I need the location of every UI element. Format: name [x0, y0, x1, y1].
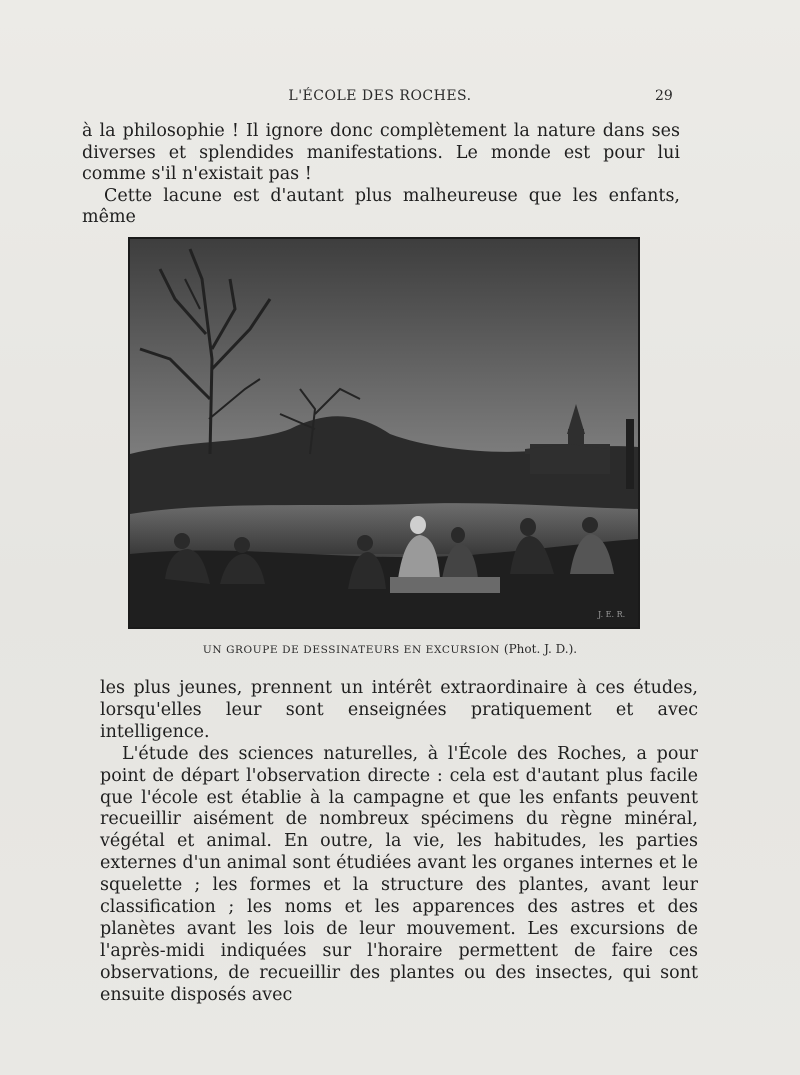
- photograph-icon: [130, 239, 638, 627]
- photograph: [128, 237, 640, 629]
- paragraph-lacune: Cette lacune est d'autant plus malheureuse que les enfants, même: [82, 185, 680, 227]
- bottom-text: [100, 678, 698, 1007]
- photo-mark: J. E. R.: [598, 610, 626, 619]
- caption-credit: (Phot. J. D.).: [503, 642, 578, 656]
- top-text: [82, 121, 680, 229]
- paragraph-sciences: L'étude des sciences naturelles, à l'École des Roches, a pour point de départ l'observation directe : cela est d'autant plus facile que l'école est établie à la campagne et que les enfants peuvent recueillir aisément de nombreux spécimens du règne minéral, végétal et animal. En outre, la vie, les habitudes, les parties externes d'un animal sont étudiées avant les organes internes et le squelette ; les formes et la structure des plantes, avant leur classification ; les noms et les apparences des astres et des planètes avant les lois de leur mouvement. Les excursions de l'après-midi indiquées sur l'horaire permettent de faire ces observations, de recueillir des plantes ou des insectes, qui sont ensuite disposés avec: [100, 743, 698, 1005]
- running-head: [0, 88, 800, 108]
- paragraph-philosophie: à la philosophie ! Il ignore donc complètement la nature dans ses diverses et splendides manifestations. Le monde est pour lui comme s'il n'existait pas !: [82, 121, 680, 184]
- caption-text: UN GROUPE DE DESSINATEURS EN EXCURSION: [202, 644, 500, 656]
- paragraph-jeunes: les plus jeunes, prennent un intérêt extraordinaire à ces études, lorsqu'elles leur sont enseignées pratiquement et avec intelligence.: [100, 678, 698, 742]
- figure-caption: [180, 642, 600, 656]
- running-title: L'ÉCOLE DES ROCHES.: [288, 88, 472, 104]
- page-number: 29: [655, 88, 673, 104]
- tree-trunk-right: [626, 419, 634, 489]
